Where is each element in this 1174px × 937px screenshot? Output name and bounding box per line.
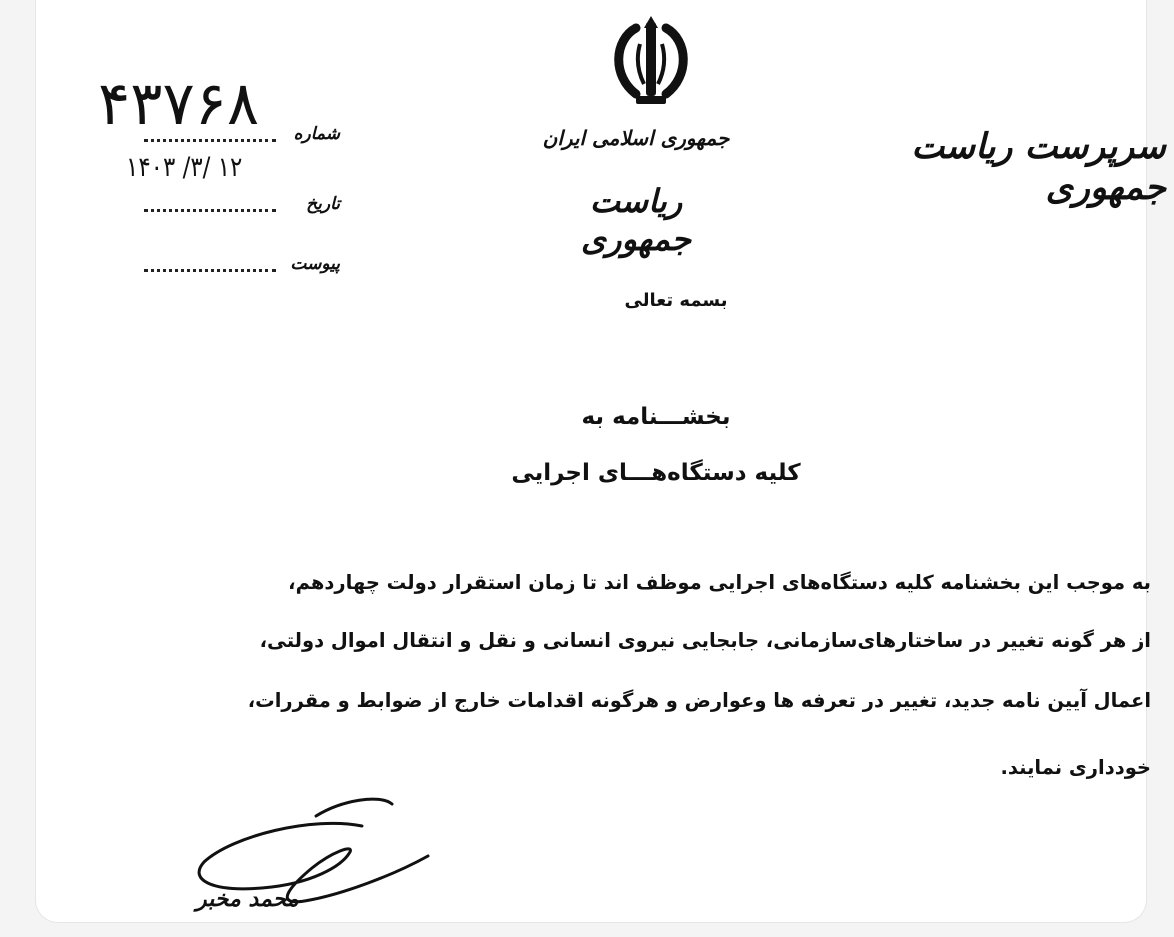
date-field [144,188,340,214]
number-label: شماره [293,124,340,144]
letter-number-value: ۴۳۷۶۸ [98,69,260,139]
body-line: اعمال آیین نامه جدید، تغییر در تعرفه ها وعوارض و هرگونه اقدامات خارج از ضوابط و مقررات، [247,689,1151,712]
attachment-field [144,248,340,274]
body-line: به موجب این بخشنامه کلیه دستگاه‌های اجرایی موظف اند تا زمان استقرار دولت چهاردهم، [288,571,1151,594]
circular-title: بخشـــنامه به [581,404,731,430]
iran-emblem-icon [606,14,696,110]
republic-name: جمهوری اسلامی ایران [542,126,730,150]
letter-date-value: ۱۴۰۳ /۳/ ۱۲ [126,152,243,183]
presidency-name: ریاست جمهوری [580,182,692,258]
signer-name: محمد مخبر [196,886,299,912]
number-field [144,118,340,144]
official-letter [36,0,1166,922]
attachment-dotted-line [144,269,276,272]
body-line: خودداری نمایند. [1000,756,1151,779]
date-dotted-line [144,209,276,212]
circular-recipients: کلیه دستگاه‌هـــای اجرایی [511,460,801,486]
attachment-label: پیوست [290,254,340,274]
number-dotted-line [144,139,276,142]
bismillah-heading: بسمه تعالی [624,290,728,311]
acting-president-title: سرپرست ریاست جمهوری [911,126,1166,208]
date-label: تاریخ [306,194,340,214]
body-line: از هر گونه تغییر در ساختارهای‌سازمانی، جابجایی نیروی انسانی و نقل و انتقال اموال دولتی، [259,629,1151,652]
